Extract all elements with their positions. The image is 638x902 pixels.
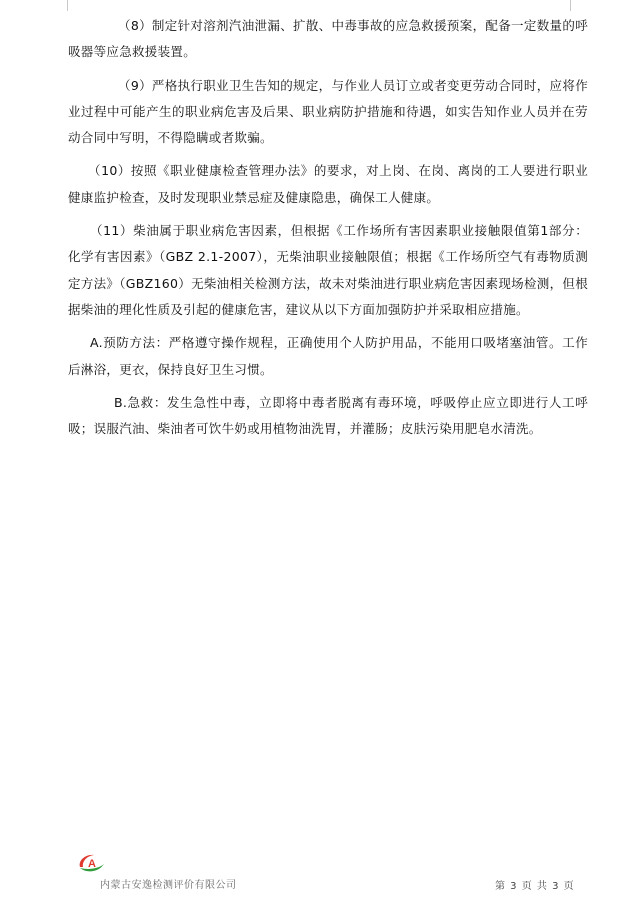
- paragraph-9: （9）严格执行职业卫生告知的规定，与作业人员订立或者变更劳动合同时，应将作业过程中可能产生的职业病危害及后果、职业病防护措施和待遇，如实告知作业人员并在劳动合同中写明，不得隐瞒或者欺骗。: [68, 77, 588, 146]
- paragraph-11: （11）柴油属于职业病危害因素，但根据《工作场所有害因素职业接触限值第1部分：化学有害因素》（GBZ 2.1-2007），无柴油职业接触限值；根据《工作场所空气有毒物质测定方法》（GBZ160）无柴油相关检测方法，故未对柴油进行职业病危害因素现场检测，但根据柴油的理化性质及引起的健康危害，建议从以下方面加强防护并采取相应措施。: [68, 223, 588, 317]
- paragraph-first-aid: B.急救：发生急性中毒，立即将中毒者脱离有毒环境，呼吸停止应立即进行人工呼吸；误服汽油、柴油者可饮牛奶或用植物油洗胃，并灌肠；皮肤污染用肥皂水清洗。: [68, 394, 588, 437]
- crop-mark-right: [570, 0, 571, 11]
- document-body: [68, 13, 588, 449]
- paragraph-prevention: A.预防方法：严格遵守操作规程，正确使用个人防护用品，不能用口吸堵塞油管。工作后淋浴，更衣，保持良好卫生习惯。: [68, 335, 588, 377]
- logo-letter: A: [88, 858, 96, 870]
- page-number: 第 3 页 共 3 页: [495, 881, 575, 892]
- paragraph-10: （10）按照《职业健康检查管理办法》的要求，对上岗、在岗、离岗的工人要进行职业健康监护检查，及时发现职业禁忌症及健康隐患，确保工人健康。: [68, 163, 588, 205]
- crop-mark-left: [67, 0, 68, 11]
- paragraph-8: （8）制定针对溶剂汽油泄漏、扩散、中毒事故的应急救援预案，配备一定数量的呼吸器等应急救援装置。: [68, 18, 588, 60]
- company-logo-icon: [76, 852, 108, 874]
- company-name: 内蒙古安逸检测评价有限公司: [100, 880, 237, 891]
